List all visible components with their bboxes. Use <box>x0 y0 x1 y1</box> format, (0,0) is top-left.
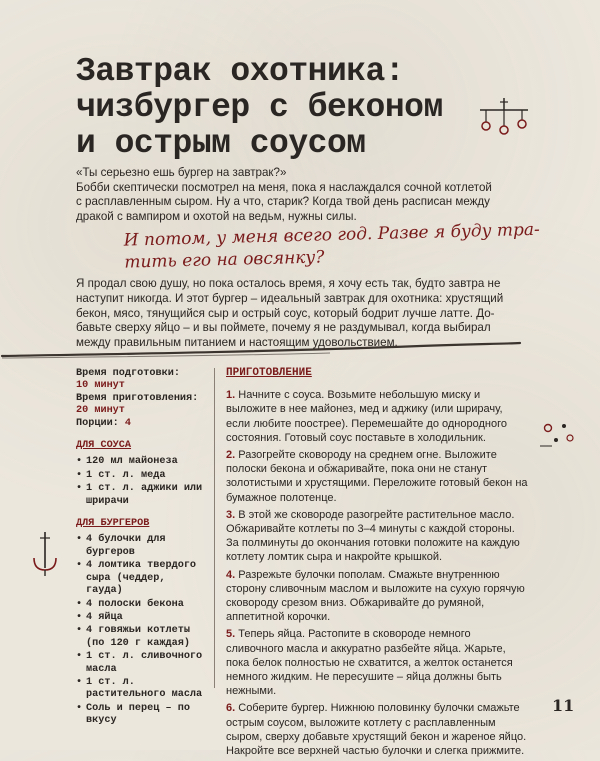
step-text: Разрежьте булочки пополам. Смажьте внутреннюю сторону сливочным маслом и выложите на сухую горячую сковороду срезом вниз. Обжаривайте до румяной, аппетитной корочки. <box>226 568 525 624</box>
sauce-heading: ДЛЯ СОУСА <box>76 440 132 452</box>
burger-ingredient-list <box>76 534 206 727</box>
ingredient-item: • 4 полоски бекона <box>76 599 206 611</box>
step-number: 5. <box>226 628 236 641</box>
quote-line: тить его на овсянку? <box>124 247 325 273</box>
story-line: бекон, мясо, тянущийся сыр и острый соус, который бодрит лучше латте. До- <box>76 306 495 320</box>
portions-row <box>76 418 206 430</box>
column-divider <box>214 368 215 688</box>
cook-time-label: Время приготовления: <box>76 392 199 404</box>
page-number: 11 <box>552 696 575 715</box>
intro-text <box>76 166 526 224</box>
ingredient-item: • 4 говяжьи котлеты (по 120 г каждая) <box>76 625 206 650</box>
story-line: Я продал свою душу, но пока осталось время, я хочу есть так, будто завтра не <box>76 277 501 290</box>
step-number: 4. <box>226 568 236 581</box>
recipe-sidebar <box>76 368 206 729</box>
ingredient-item: • 1 ст. л. растительного масла <box>76 677 206 702</box>
step-item <box>226 508 528 565</box>
title-line-3: и острым соусом <box>76 125 366 162</box>
step-text: Соберите бургер. Нижнюю половинку булочки смажьте острым соусом, выложите котлету с расплавленным сыром, сверху добавьте хрустящий бекон и жареное яйцо. Накройте все верхней частью булочки и слегка прижмите. <box>226 702 527 758</box>
intro-line: Бобби скептически посмотрел на меня, пока я наслаждался сочной котлетой <box>76 180 492 194</box>
intro-line: с расплавленным сыром. Ну а что, старик? Когда твой день расписан между <box>76 195 490 209</box>
step-item <box>226 627 528 698</box>
preparation-section <box>226 366 528 761</box>
step-text: Разогрейте сковороду на среднем огне. Выложите полоски бекона и обжаривайте, пока они не станут золотистыми и хрустящими. Переложите готовый бекон на бумажное полотенце. <box>226 449 528 504</box>
ingredient-item: • 1 ст. л. аджики или шрирачи <box>76 483 206 508</box>
ingredient-item: • 1 ст. л. меда <box>76 470 206 482</box>
intro-line: «Ты серьезно ешь бургер на завтрак?» <box>76 166 287 179</box>
portions-value: 4 <box>124 417 132 429</box>
step-number: 1. <box>226 389 236 402</box>
step-number: 3. <box>226 508 236 521</box>
step-text: В этой же сковороде разогрейте растительное масло. Обжаривайте котлеты по 3–4 минуты с каждой стороны. За полминуты до окончания готовки положите на каждую котлету ломтик сыра и накройте крышкой. <box>226 508 520 564</box>
hanging-charm-icon <box>474 96 534 148</box>
portions-label: Порции: <box>76 417 119 429</box>
step-item <box>226 568 528 625</box>
title-line-2: чизбургер с беконом <box>76 89 443 126</box>
cook-time-value: 20 минут <box>76 405 125 417</box>
ingredient-item: • 120 мл майонеза <box>76 456 206 468</box>
story-line: между правильным питанием и настоящим удовольствием. <box>76 336 398 350</box>
dots-symbol-icon <box>538 420 578 450</box>
quote-line: И потом, у меня всего год. Разве я буду тра- <box>123 219 540 251</box>
prep-time-value: 10 минут <box>76 380 125 392</box>
step-number: 6. <box>226 702 236 715</box>
ingredient-item: • 4 яйца <box>76 612 206 624</box>
sauce-ingredient-list <box>76 456 206 508</box>
trident-symbol-icon <box>30 528 60 578</box>
page-title <box>76 54 506 162</box>
ingredient-item: • 4 булочки для бургеров <box>76 534 206 559</box>
step-item <box>226 448 528 505</box>
title-line-1: Завтрак охотника: <box>76 53 405 90</box>
preparation-heading: ПРИГОТОВЛЕНИЕ <box>226 367 312 379</box>
step-text: Теперь яйца. Растопите в сковороде немного сливочного масла и аккуратно разбейте яйца. Жарьте, пока белок полностью не схватится, а желток останется немного жидким. Не пересушите – яйца должны быть нежными. <box>226 628 513 698</box>
ingredient-item: • Соль и перец – по вкусу <box>76 703 206 728</box>
ingredient-item: • 1 ст. л. сливочного масла <box>76 651 206 676</box>
burger-heading: ДЛЯ БУРГЕРОВ <box>76 518 150 530</box>
step-item <box>226 388 528 445</box>
story-line: наступит никогда. И этот бургер – идеальный завтрак для охотника: хрустящий <box>76 291 504 305</box>
intro-line: дракой с вампиром и охотой на ведьм, нужны силы. <box>76 209 357 223</box>
ingredient-item: • 4 ломтика твердого сыра (чеддер, гауда) <box>76 560 206 597</box>
step-text: Начните с соуса. Возьмите небольшую миску и выложите в нее майонез, мед и аджику (или шрирачу, если любите поострее). Перемешайте до однородного состояния. Готовый соус поставьте в холодильник. <box>226 389 507 444</box>
step-item <box>226 701 528 758</box>
step-number: 2. <box>226 449 236 462</box>
handwritten-quote <box>123 218 554 273</box>
story-line: бавьте сверху яйцо – и вы поймете, почему я не раздумывал, когда выбирал <box>76 321 491 335</box>
prep-time-label: Время подготовки: <box>76 368 180 379</box>
